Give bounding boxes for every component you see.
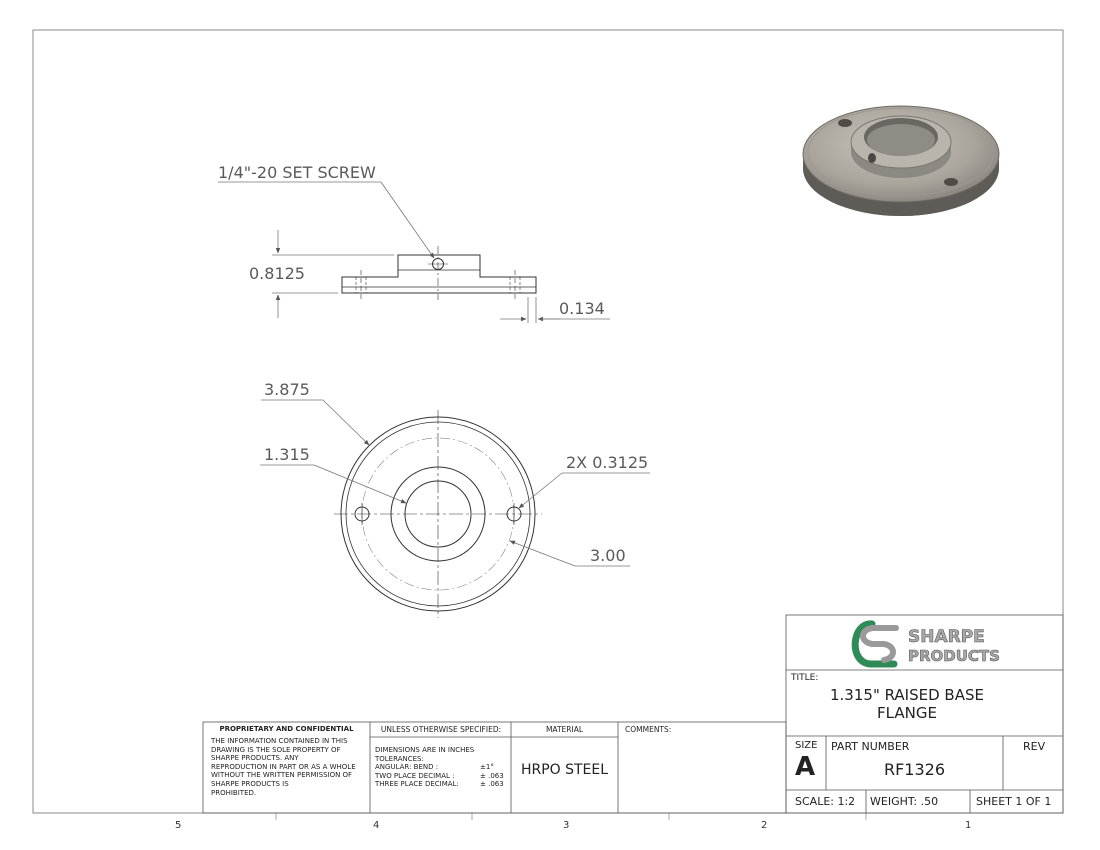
set-screw-leader	[218, 182, 434, 258]
material-value: HRPO STEEL	[520, 762, 609, 778]
tube-diameter-label: 1.315	[264, 445, 310, 464]
sharpe-logo-icon	[855, 624, 896, 664]
tolerances-text: DIMENSIONS ARE IN INCHES TOLERANCES: ANGULAR: BEND : TWO PLACE DECIMAL : THREE PLACE DECIMAL:	[375, 746, 475, 789]
unless-specified-heading: UNLESS OTHERWISE SPECIFIED:	[380, 725, 502, 734]
tube-diameter-leader	[260, 465, 406, 503]
rev-label: REV	[1023, 740, 1046, 753]
render-set-screw	[868, 153, 876, 163]
isometric-render	[803, 106, 999, 216]
holes-label: 2X 0.3125	[566, 453, 649, 472]
part-number-value: RF1326	[883, 760, 946, 779]
set-screw-label: 1/4"-20 SET SCREW	[218, 163, 376, 182]
part-number-label: PART NUMBER	[831, 740, 910, 753]
proprietary-text: THE INFORMATION CONTAINED IN THIS DRAWING IS THE SOLE PROPERTY OF SHARPE PRODUCTS. ANY REPRODUCTION IN PART OR AS A WHOLE WITHOUT THE WRITTEN PERMISSION OF SHARPE PRODUCTS IS PROHIBITED.	[211, 737, 356, 797]
zone-label-2: 2	[761, 820, 768, 831]
render-hole-right	[944, 178, 958, 186]
logo-line1: SHARPE	[908, 627, 985, 647]
side-view	[342, 246, 536, 300]
zone-label-5: 5	[175, 820, 182, 831]
size-label: SIZE	[795, 740, 818, 751]
zone-ticks	[276, 813, 866, 820]
height-label: 0.8125	[249, 264, 305, 283]
size-value: A	[795, 752, 816, 782]
zone-label-1: 1	[965, 820, 972, 831]
zone-label-4: 4	[373, 820, 380, 831]
material-heading: MATERIAL	[545, 725, 584, 734]
thickness-label: 0.134	[559, 299, 605, 318]
weight-value: WEIGHT: .50	[870, 795, 939, 808]
scale-value: SCALE: 1:2	[795, 795, 856, 808]
comments-heading: COMMENTS:	[625, 725, 672, 734]
outer-diameter-leader	[261, 400, 369, 445]
bolt-circle-label: 3.00	[590, 546, 626, 565]
title-label: TITLE:	[791, 673, 819, 683]
sheet-value: SHEET 1 OF 1	[976, 795, 1052, 808]
tolerance-values: ±1° ± .063 ± .063	[480, 763, 504, 789]
logo-line2: PRODUCTS	[908, 647, 1000, 665]
proprietary-heading: PROPRIETARY AND CONFIDENTIAL	[219, 725, 354, 733]
holes-leader	[519, 473, 650, 508]
render-hole-left	[838, 119, 852, 127]
drawing-title: 1.315" RAISED BASE FLANGE	[830, 686, 984, 722]
zone-label-3: 3	[563, 820, 570, 831]
outer-diameter-label: 3.875	[264, 380, 310, 399]
